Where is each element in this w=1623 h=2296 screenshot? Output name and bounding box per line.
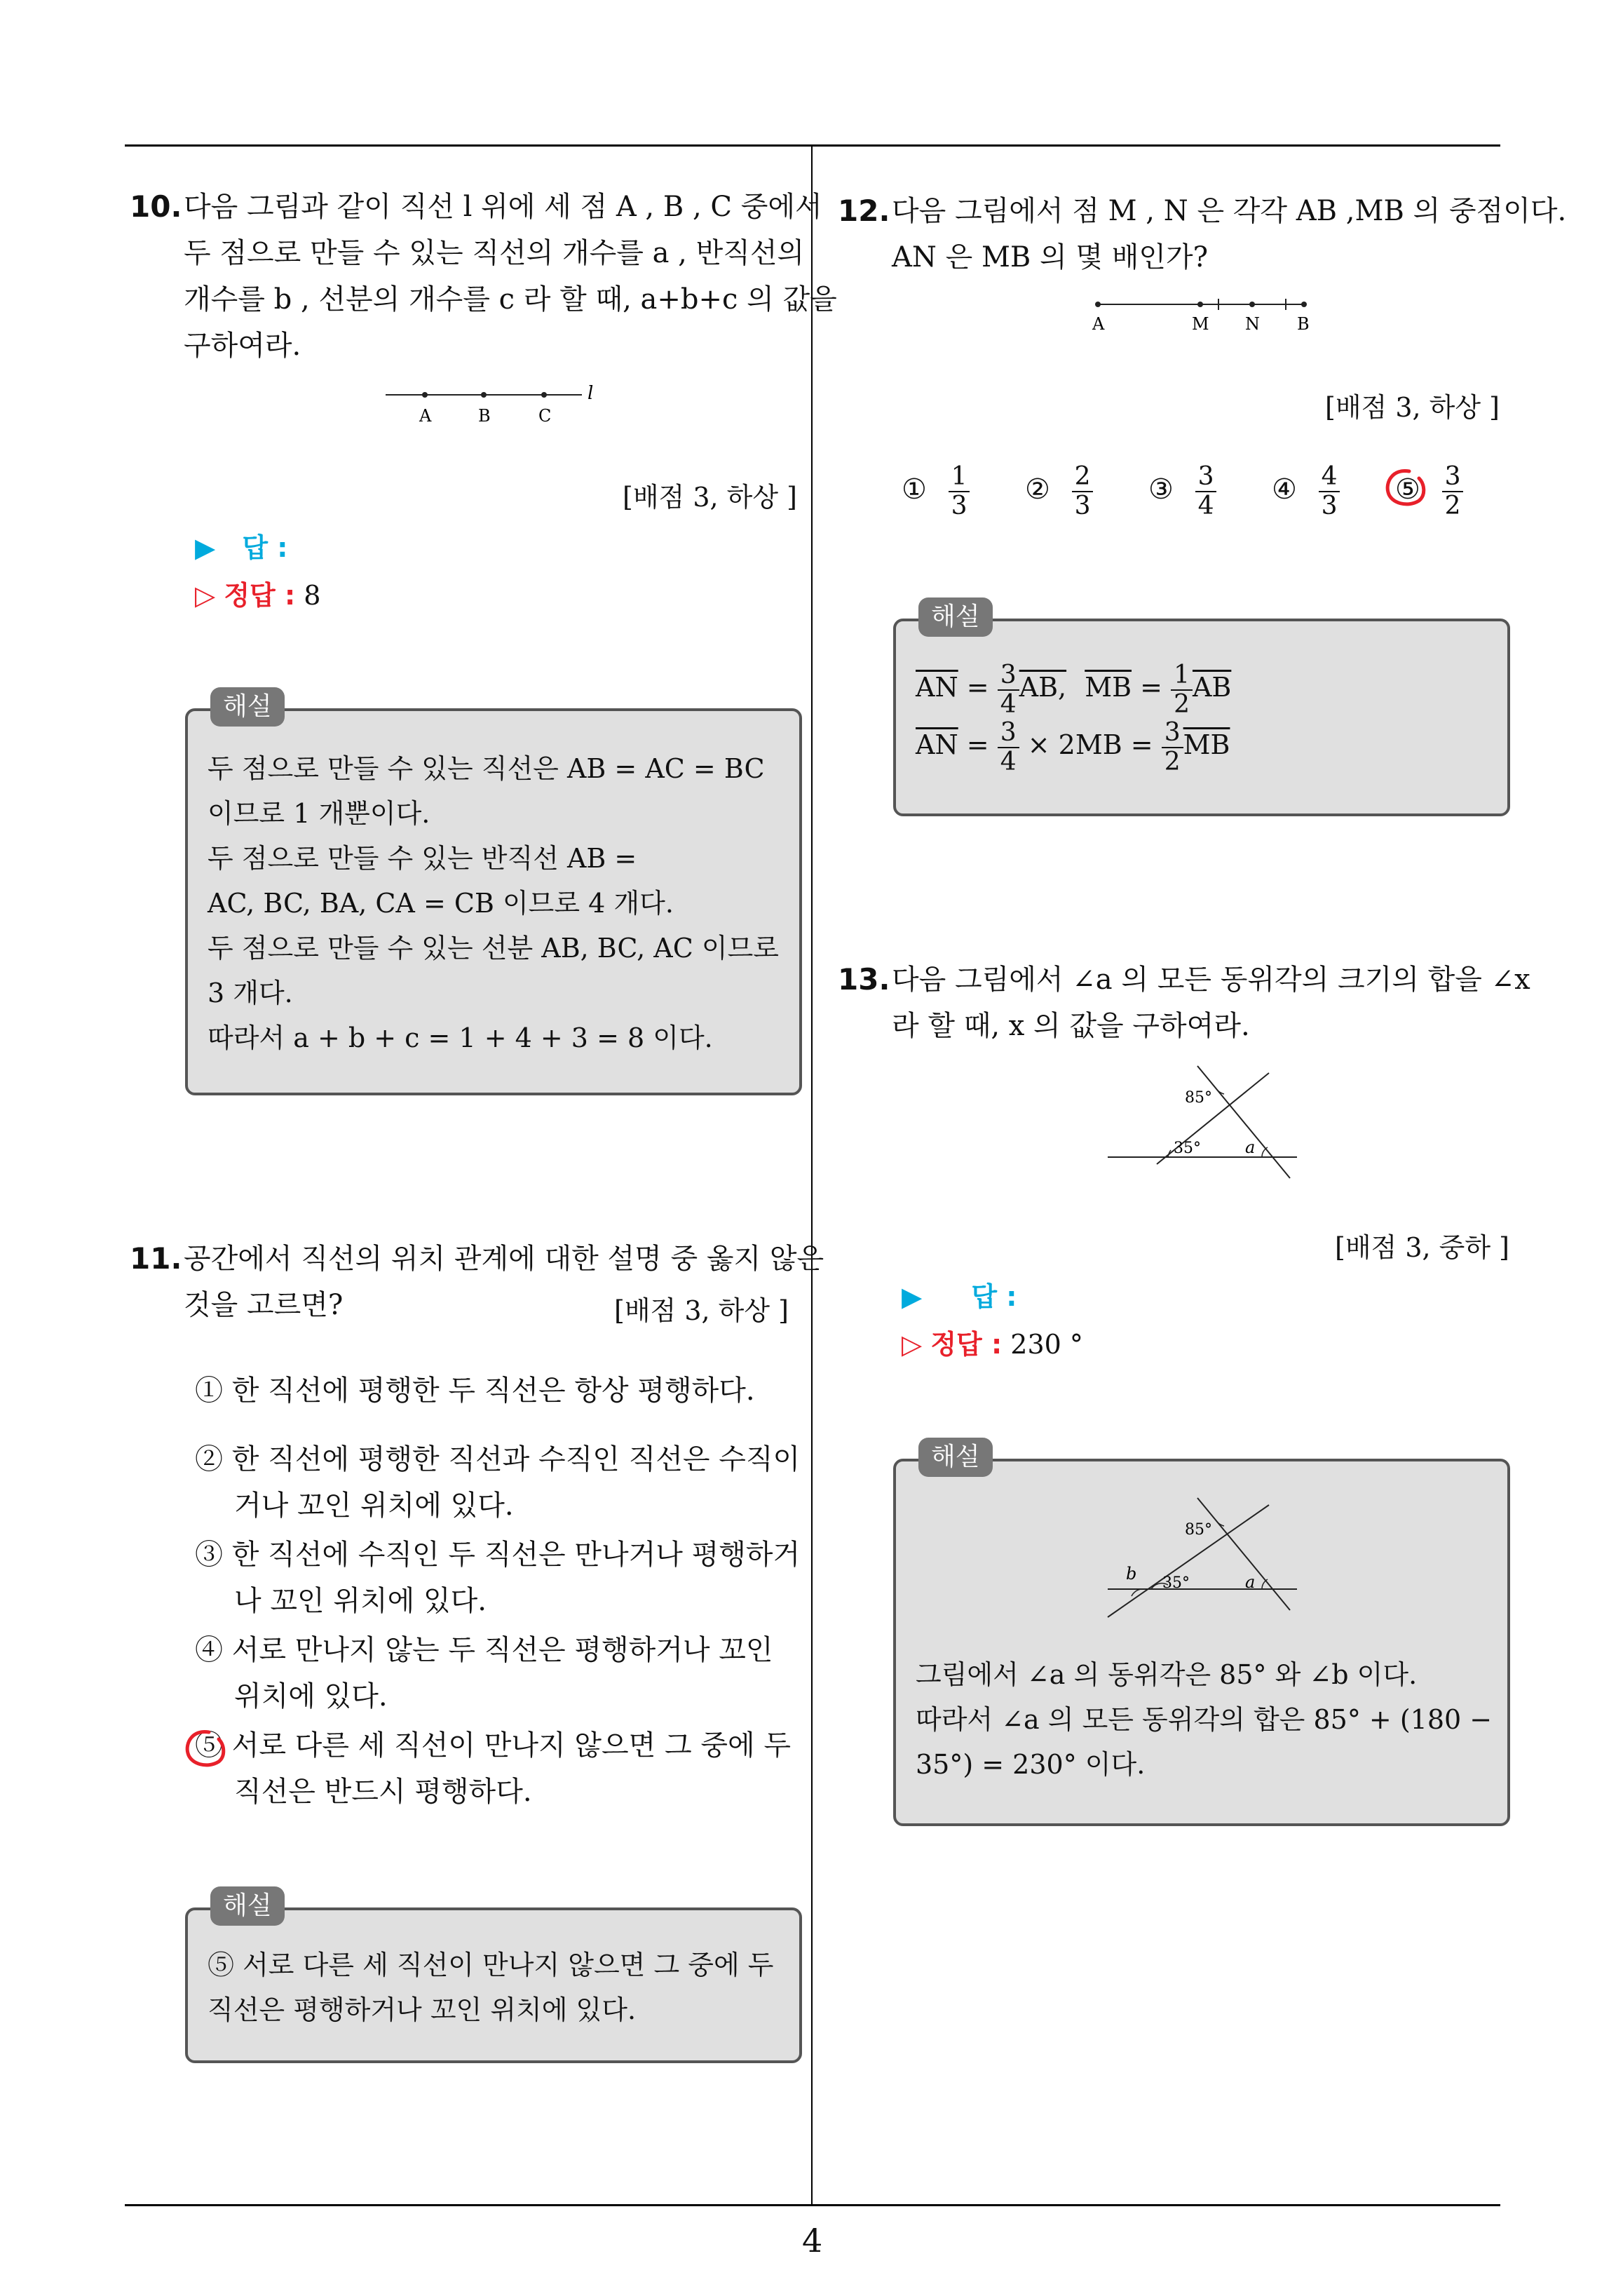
q12-explain-eq1 — [916, 659, 1231, 719]
q12-explain-eq2 — [916, 717, 1230, 776]
q12-choice-3[interactable] — [1148, 463, 1216, 520]
q12-explanation-tag: 해설 — [918, 597, 993, 637]
q10-label-c: C — [538, 406, 552, 426]
q11-choice-4[interactable]: ④ 서로 만나지 않는 두 직선은 평행하거나 꼬인 — [195, 1634, 773, 1666]
q13-label-35: 35° — [1174, 1140, 1201, 1157]
red-circle-mark-icon — [181, 1727, 230, 1771]
q12-eq1-mb: $\overline{MB}$ — [1085, 672, 1132, 703]
q13-angle-figure — [1101, 1059, 1304, 1192]
q10-explain-line: AC, BC, BA, CA = CB 이므로 4 개다. — [208, 888, 674, 919]
q11-choice-2[interactable]: ② 한 직선에 평행한 직선과 수직인 직선은 수직이 — [195, 1443, 801, 1475]
q12-line: 다음 그림에서 점 M , N 은 각각 AB ,MB 의 중점이다. — [892, 195, 1567, 227]
q10-correct-value: 8 — [304, 580, 321, 611]
q12-choice-1-mark: ① — [902, 473, 927, 506]
outline-play-icon: ▷ — [902, 1329, 923, 1360]
q12-eq2-frac1-den: 4 — [1000, 747, 1017, 776]
q11-choice-2-cont: 거나 꼬인 위치에 있다. — [234, 1490, 514, 1522]
q13-exp-label-a: a — [1245, 1572, 1256, 1592]
red-circle-mark-icon — [1381, 466, 1430, 511]
q13-correct-label: 정답 : — [930, 1329, 1003, 1360]
q10-label-b: B — [478, 406, 491, 426]
q11-explain-line: 직선은 평행하거나 꼬인 위치에 있다. — [208, 1994, 637, 2025]
q12-choice-2[interactable] — [1025, 463, 1093, 520]
q12-segment-figure — [1087, 293, 1325, 335]
q10-number: 10. — [130, 189, 182, 224]
q11-number: 11. — [130, 1241, 182, 1276]
q12-label-b: B — [1297, 314, 1310, 334]
q12-label-a: A — [1092, 314, 1105, 334]
q13-explanation-tag: 해설 — [918, 1438, 993, 1477]
q12-eq2-an: $\overline{AN}$ — [916, 729, 958, 760]
q12-eq1-equals: = — [966, 672, 989, 703]
q12-eq1-ab-2: $\overline{AB}$ — [1192, 672, 1232, 703]
q10-explain-line: 두 점으로 만들 수 있는 선분 AB, BC, AC 이므로 — [208, 933, 780, 964]
q10-line: 두 점으로 만들 수 있는 직선의 개수를 a , 반직선의 — [184, 237, 805, 269]
q13-exp-label-b: b — [1126, 1564, 1137, 1583]
q12-eq2-mb: $\overline{MB}$ — [1183, 729, 1230, 760]
q13-label-a: a — [1245, 1137, 1256, 1157]
q10-answer-row — [195, 526, 287, 565]
q11-explain-line: ⑤ 서로 다른 세 직선이 만나지 않으면 그 중에 두 — [208, 1950, 774, 1980]
q12-label-n: N — [1245, 314, 1260, 334]
q12-choice-2-num: 2 — [1072, 463, 1094, 492]
q12-eq1-frac1-den: 4 — [1000, 689, 1017, 719]
q13-answer-label: 답 : — [971, 1281, 1017, 1312]
q12-eq1-frac2-den: 2 — [1174, 689, 1190, 719]
page-number: 4 — [802, 2222, 823, 2260]
q12-choice-4-den: 3 — [1321, 492, 1338, 520]
q12-choice-5-num: 3 — [1442, 463, 1464, 492]
q10-explain-line: 두 점으로 만들 수 있는 반직선 AB = — [208, 843, 637, 874]
play-icon: ▶ — [195, 532, 216, 563]
q12-choice-5-den: 2 — [1444, 492, 1461, 520]
q10-label-l: l — [588, 383, 594, 404]
q12-eq2-frac2-den: 2 — [1164, 747, 1181, 776]
q13-explain-line: 35°) = 230° 이다. — [916, 1749, 1146, 1780]
q12-line: AN 은 MB 의 몇 배인가? — [892, 241, 1209, 274]
q12-eq1-frac2-num: 1 — [1171, 661, 1193, 691]
q10-score: [배점 3, 하상 ] — [623, 482, 797, 513]
q12-number: 12. — [838, 194, 890, 228]
q12-choice-5-mark: ⑤ — [1395, 473, 1420, 506]
q10-explain-line: 3 개다. — [208, 978, 293, 1008]
q11-line: 것을 고르면? — [184, 1289, 344, 1321]
q12-eq2-middle: × 2MB = — [1027, 729, 1153, 760]
top-rule — [125, 144, 1500, 147]
q11-choice-3[interactable]: ③ 한 직선에 수직인 두 직선은 만나거나 평행하거 — [195, 1539, 801, 1571]
q13-correct-row — [902, 1323, 1083, 1361]
q10-line: 다음 그림과 같이 직선 l 위에 세 점 A , B , C 중에서 — [184, 191, 822, 223]
q12-eq1-an: $\overline{AN}$ — [916, 672, 958, 703]
q13-score: [배점 3, 중하 ] — [1335, 1232, 1509, 1263]
q12-eq2-frac1-num: 3 — [998, 719, 1019, 748]
q12-score: [배점 3, 하상 ] — [1325, 392, 1500, 423]
q10-explain-line: 이므로 1 개뿐이다. — [208, 798, 430, 829]
outline-play-icon: ▷ — [195, 580, 216, 611]
q12-choice-3-mark: ③ — [1148, 473, 1174, 506]
q10-answer-label: 답 : — [242, 532, 288, 563]
q11-choice-4-cont: 위치에 있다. — [234, 1680, 388, 1713]
q12-eq1-ab: AB, — [1019, 672, 1067, 703]
q12-eq2-equals: = — [966, 729, 989, 760]
q10-line-figure — [379, 382, 603, 431]
q13-answer-row — [902, 1275, 1017, 1314]
q11-line: 공간에서 직선의 위치 관계에 대한 설명 중 옳지 않은 — [184, 1243, 824, 1275]
q10-explanation-tag: 해설 — [210, 687, 285, 727]
bottom-rule — [125, 2204, 1500, 2206]
q13-explain-line: 그림에서 ∠a 의 동위각은 85° 와 ∠b 이다. — [916, 1659, 1418, 1690]
column-divider — [811, 144, 813, 2205]
q12-eq2-frac2-num: 3 — [1162, 719, 1183, 748]
q13-exp-label-85: 85° — [1185, 1521, 1212, 1539]
play-icon: ▶ — [902, 1281, 923, 1312]
q12-choice-2-mark: ② — [1025, 473, 1050, 506]
q13-number: 13. — [838, 962, 890, 997]
q10-correct-row — [195, 574, 320, 612]
q13-line: 라 할 때, x 의 값을 구하여라. — [892, 1010, 1250, 1042]
q13-label-85: 85° — [1185, 1089, 1212, 1107]
q11-explanation-tag: 해설 — [210, 1886, 285, 1926]
q12-eq1-frac1-num: 3 — [998, 661, 1019, 691]
q12-choice-4-num: 4 — [1319, 463, 1340, 492]
q13-explain-line: 따라서 ∠a 의 모든 동위각의 합은 85° + (180 − — [916, 1704, 1493, 1735]
q11-choice-3-cont: 나 꼬인 위치에 있다. — [234, 1585, 487, 1617]
q10-explain-line: 두 점으로 만들 수 있는 직선은 AB = AC = BC — [208, 753, 765, 784]
q12-choice-4-mark: ④ — [1272, 473, 1297, 506]
q12-choice-4[interactable] — [1272, 463, 1340, 520]
q10-explain-line: 따라서 a + b + c = 1 + 4 + 3 = 8 이다. — [208, 1022, 713, 1053]
q12-choice-1[interactable] — [902, 463, 970, 520]
q10-label-a: A — [419, 406, 432, 426]
q13-exp-label-35: 35° — [1162, 1574, 1190, 1592]
q12-choice-3-num: 3 — [1195, 463, 1217, 492]
q13-line: 다음 그림에서 ∠a 의 모든 동위각의 크기의 합을 ∠x — [892, 964, 1530, 996]
q11-choice-5-cont: 직선은 반드시 평행하다. — [234, 1776, 532, 1808]
q12-choice-3-den: 4 — [1197, 492, 1214, 520]
q12-label-m: M — [1192, 314, 1209, 334]
q11-choice-5[interactable]: ⑤ 서로 다른 세 직선이 만나지 않으면 그 중에 두 — [195, 1729, 791, 1762]
q12-eq1-equals-2: = — [1140, 672, 1162, 703]
q12-choice-1-den: 3 — [951, 492, 967, 520]
q10-line: 구하여라. — [184, 330, 301, 362]
q10-line: 개수를 b , 선분의 개수를 c 라 할 때, a+b+c 의 값을 — [184, 283, 837, 316]
q12-choice-2-den: 3 — [1074, 492, 1091, 520]
q13-explain-figure — [1101, 1491, 1304, 1624]
q11-score: [배점 3, 하상 ] — [614, 1295, 789, 1326]
q13-correct-value: 230 ° — [1010, 1329, 1083, 1360]
q10-correct-label: 정답 : — [224, 580, 296, 611]
q11-choice-1[interactable]: ① 한 직선에 평행한 두 직선은 항상 평행하다. — [195, 1375, 755, 1407]
q12-choice-1-num: 1 — [949, 463, 970, 492]
